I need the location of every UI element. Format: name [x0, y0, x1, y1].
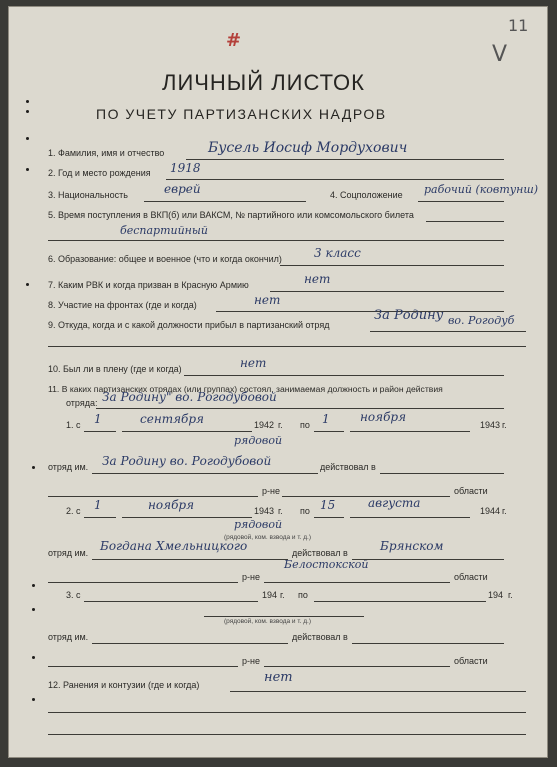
p3-num: 3. с [66, 590, 81, 600]
p3-from-year-suffix: г. [280, 590, 285, 600]
field-3-label: 3. Национальность [48, 190, 128, 200]
p3-role-hint: (рядовой, ком. взвода и т. д.) [224, 618, 311, 625]
p2-from-year-suffix: г. [278, 506, 283, 516]
field-9-value-cont: во. Рогодуб [448, 314, 515, 327]
p1-oblast-label: области [454, 486, 488, 496]
p1-otryad: За Родину во. Рогодубовой [102, 454, 272, 468]
pencil-number: 11 [508, 16, 529, 35]
p2-district: Белостокской [284, 558, 369, 571]
red-mark: # [226, 30, 242, 51]
field-10-value: нет [240, 356, 267, 370]
field-4-value: рабочий (ковтунш) [424, 183, 539, 196]
field-1-value: Бусель Иосиф Мордухович [208, 140, 408, 156]
field-6-label: 6. Образование: общее и военное (что и когда окончил) [48, 254, 282, 264]
p2-district-label: р-не [242, 572, 260, 582]
field-9-value: За Родину [374, 308, 444, 323]
p2-role: рядовой [234, 518, 283, 531]
p2-acted: Брянском [380, 539, 444, 553]
field-9-label: 9. Откуда, когда и с какой должности прибыл в партизанский отряд [48, 320, 330, 330]
p3-to-year: 194 [488, 590, 504, 600]
p3-from-year: 194 [262, 590, 278, 600]
p2-to-month: августа [368, 496, 421, 510]
p2-from-year: 1943 [254, 506, 275, 516]
p2-from-day: 1 [94, 498, 102, 512]
field-7-label: 7. Каким РВК и когда призван в Красную Армию [48, 280, 249, 290]
field-4-label: 4. Соцположение [330, 190, 403, 200]
p1-district-label: р-не [262, 486, 280, 496]
p3-to-word: по [298, 590, 308, 600]
p3-acted-label: действовал в [292, 632, 348, 642]
margin-dot [26, 110, 29, 113]
p2-num: 2. с [66, 506, 81, 516]
p1-num: 1. с [66, 420, 81, 430]
margin-dot [26, 137, 29, 140]
p1-role: рядовой [234, 434, 283, 447]
document-sheet [8, 6, 548, 758]
p1-to-day: 1 [322, 412, 330, 426]
p1-to-month: ноября [360, 410, 407, 424]
p2-to-day: 15 [320, 498, 336, 512]
margin-dot [32, 584, 35, 587]
field-6-value: 3 класс [314, 246, 361, 260]
document-title: ЛИЧНЫЙ ЛИСТОК [162, 70, 365, 95]
field-10-label: 10. Был ли в плену (где и когда) [48, 364, 182, 374]
field-2-label: 2. Год и место рождения [48, 168, 151, 178]
pencil-check: V [492, 42, 508, 67]
field-11-label: 11. В каких партизанских отрядах (или группах) состоял, занимаемая должность и район действия [48, 384, 443, 394]
p3-oblast-label: области [454, 656, 488, 666]
field-11-label2: отряда: [66, 398, 98, 408]
p2-otryad: Богдана Хмельницкого [100, 539, 248, 553]
p1-otryad-label: отряд им. [48, 462, 89, 472]
p1-from-year: 1942 [254, 420, 275, 430]
field-5-label: 5. Время поступления в ВКП(б) или ВАКСМ, № партийного или комсомольского билета [48, 210, 414, 220]
p2-role-hint: (рядовой, ком. взвода и т. д.) [224, 534, 311, 541]
field-5-value: беспартийный [120, 224, 208, 237]
field-2-value: 1918 [170, 161, 201, 175]
p2-acted-label: действовал в [292, 548, 348, 558]
p1-to-year: 1943 [480, 420, 501, 430]
margin-dot [32, 466, 35, 469]
margin-dot [32, 698, 35, 701]
field-11-value: За Родину" во. Рогодубовой [102, 390, 277, 404]
p1-to-word: по [300, 420, 310, 430]
p2-from-month: ноября [148, 498, 195, 512]
p2-to-word: по [300, 506, 310, 516]
field-8-value: нет [254, 293, 281, 307]
p2-to-year: 1944 [480, 506, 501, 516]
margin-dot [32, 656, 35, 659]
p3-to-year-suffix: г. [508, 590, 513, 600]
field-12-value: нет [264, 670, 293, 685]
p2-to-year-suffix: г. [502, 506, 507, 516]
p3-district-label: р-не [242, 656, 260, 666]
field-12-label: 12. Ранения и контузии (где и когда) [48, 680, 200, 690]
p1-from-month: сентября [140, 412, 205, 426]
field-1-label: 1. Фамилия, имя и отчество [48, 148, 165, 158]
field-7-value: нет [304, 272, 331, 286]
margin-dot [26, 283, 29, 286]
document-subtitle: ПО УЧЕТУ ПАРТИЗАНСКИХ НАДРОВ [96, 106, 387, 122]
field-8-label: 8. Участие на фронтах (где и когда) [48, 300, 197, 310]
margin-dot [26, 168, 29, 171]
field-3-value: еврей [164, 182, 201, 196]
p2-otryad-label: отряд им. [48, 548, 89, 558]
p1-to-year-suffix: г. [502, 420, 507, 430]
margin-dot [32, 608, 35, 611]
p1-from-day: 1 [94, 412, 102, 426]
p3-otryad-label: отряд им. [48, 632, 89, 642]
margin-dot [26, 100, 29, 103]
p1-acted-label: действовал в [320, 462, 376, 472]
p2-oblast-label: области [454, 572, 488, 582]
p1-from-year-suffix: г. [278, 420, 283, 430]
